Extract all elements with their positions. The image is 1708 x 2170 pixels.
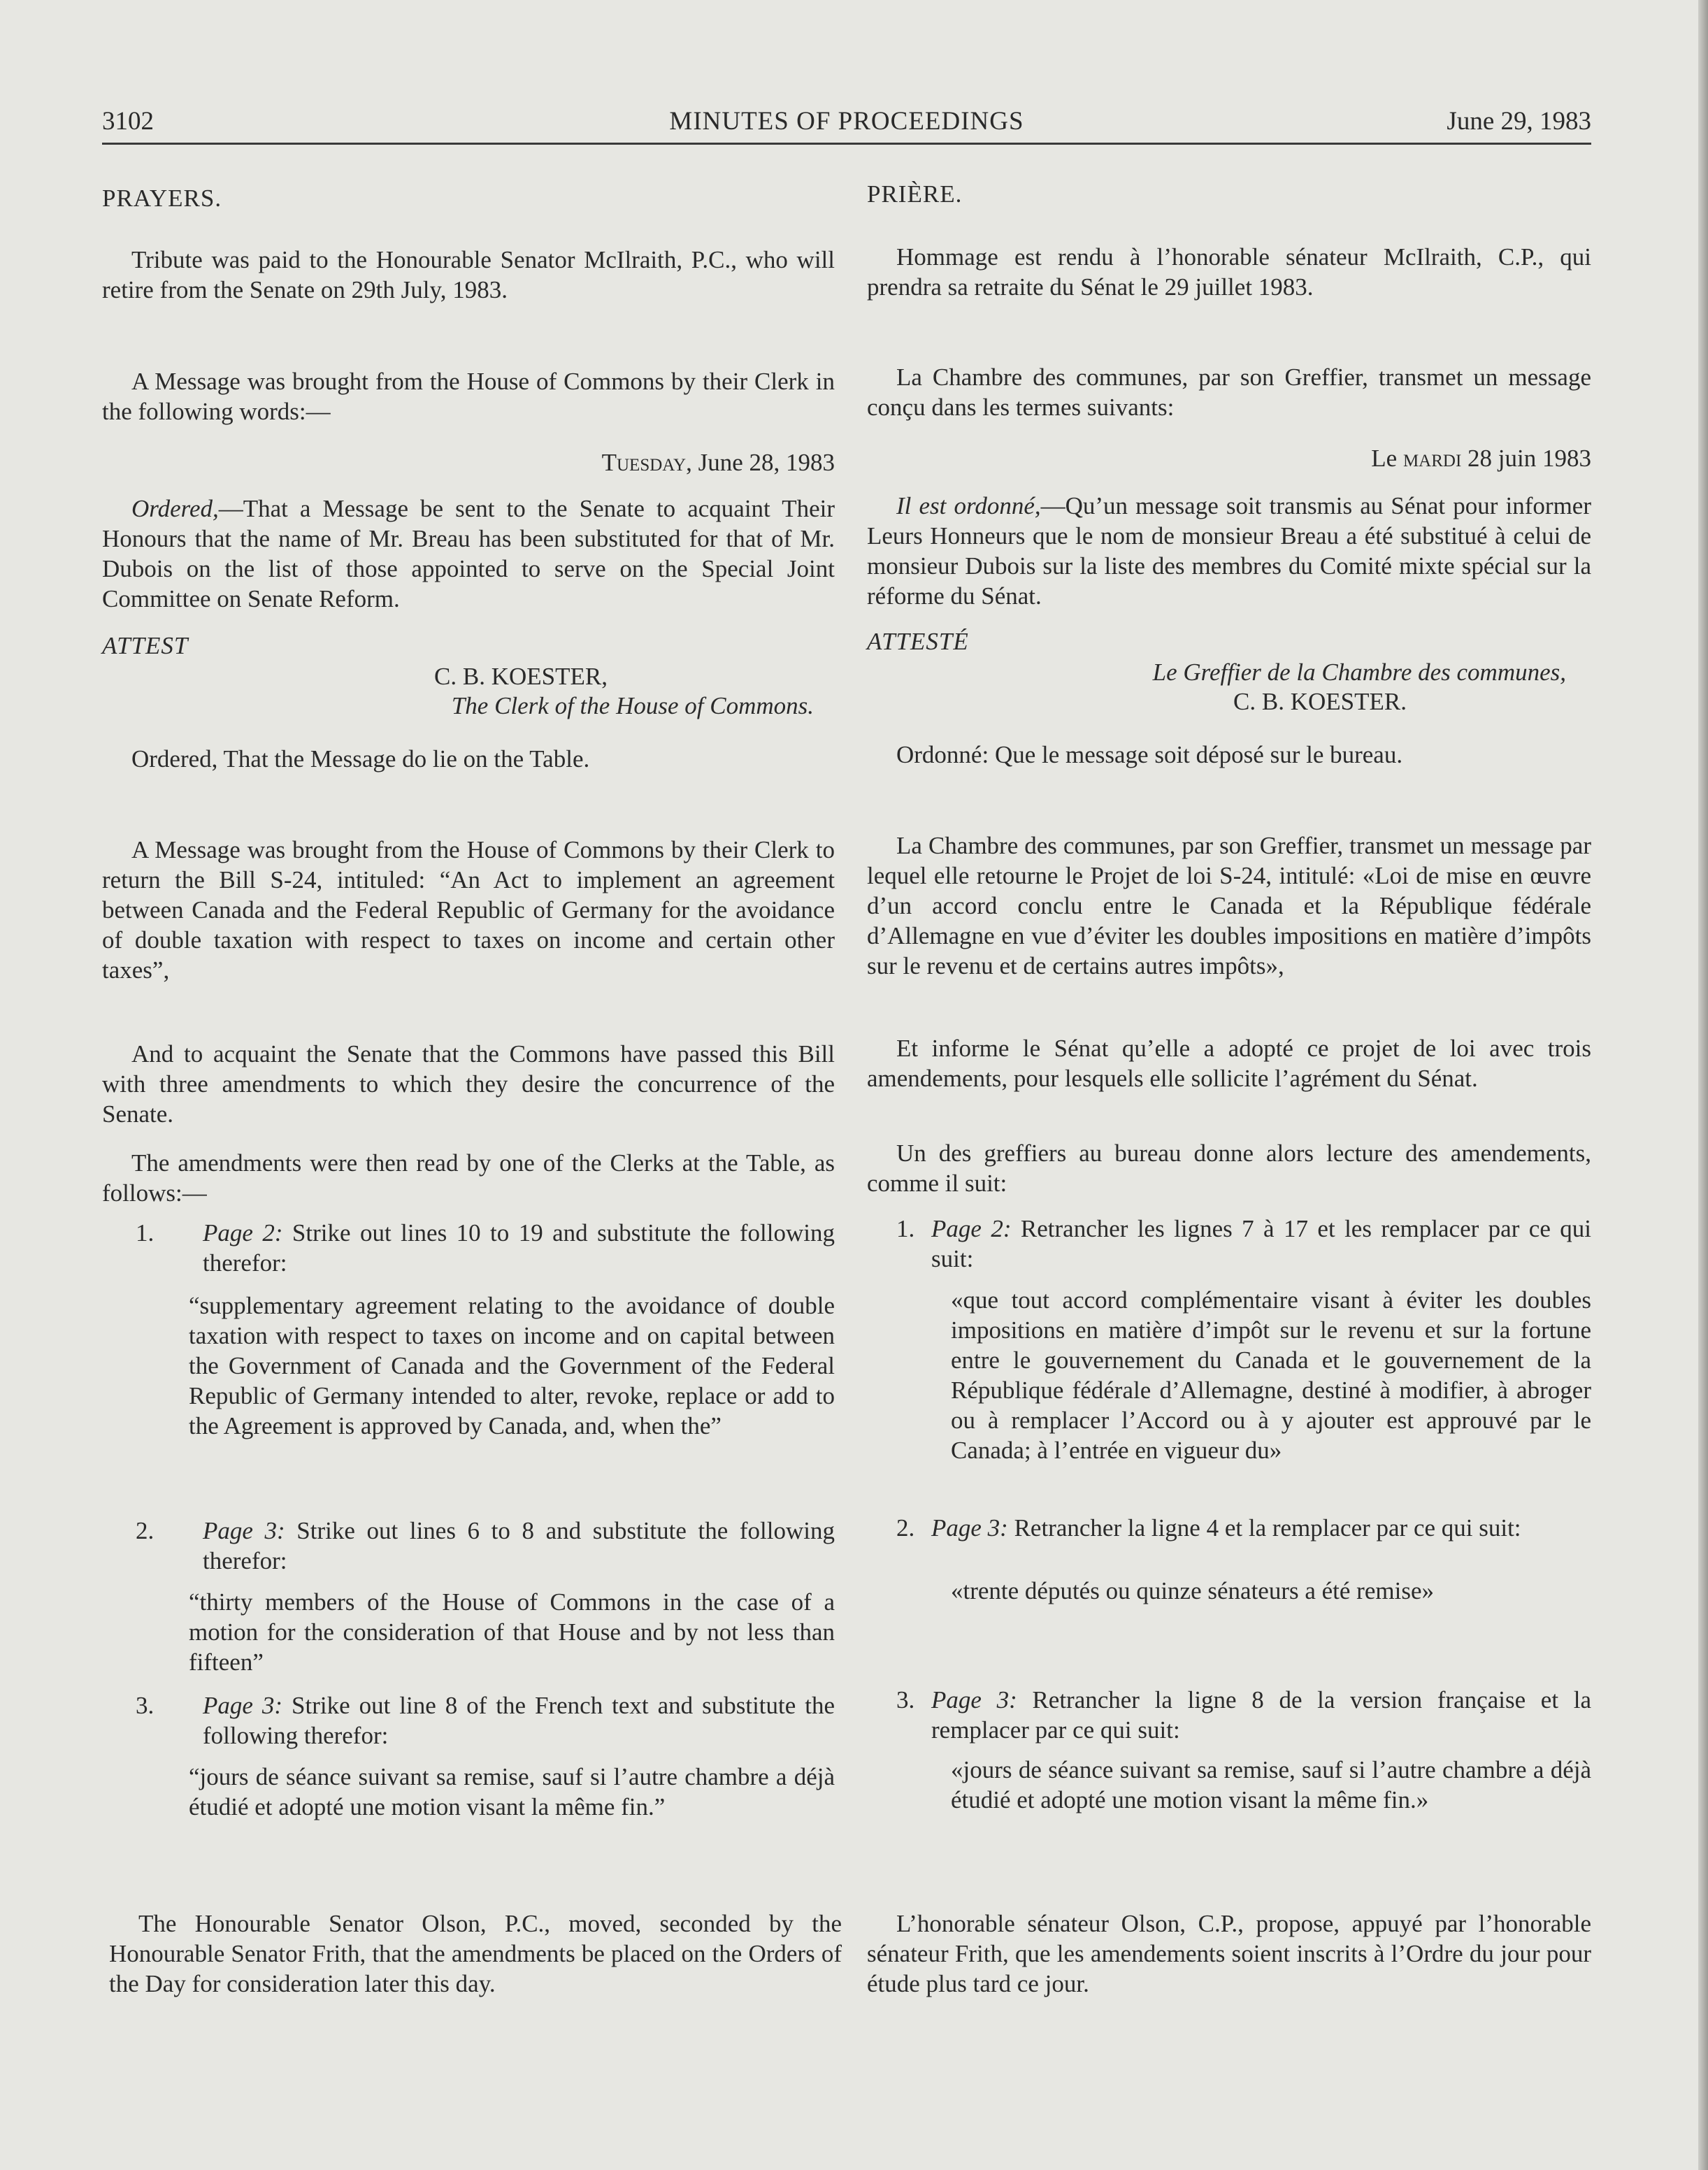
en-message1-date: Tuesday, June 28, 1983 [601, 449, 835, 476]
header-title: MINUTES OF PROCEEDINGS [669, 107, 1024, 136]
en-attest: ATTEST [102, 632, 189, 659]
fr-amend-intro: Un des greffiers au bureau donne alors lecture des amendements, comme il suit: [867, 1140, 1591, 1197]
fr-amendment-3-quote: «jours de séance suivant sa remise, sauf si l’autre chambre a déjà étudié et adopté une motion visant la même fin.» [951, 1756, 1591, 1813]
en-amend-intro: The amendments were then read by one of the Clerks at the Table, as follows:— [102, 1149, 835, 1207]
fr-acquaint: Et informe le Sénat qu’elle a adopté ce projet de loi avec trois amendements, pour lesquels elle sollicite l’agrément du Sénat. [867, 1035, 1591, 1092]
fr-ordered: Il est ordonné,—Qu’un message soit transmis au Sénat pour informer Leurs Honneurs que le nom de monsieur Breau a été substitué à celui de monsieur Dubois sur la liste des membres du Comité mixte spécial sur la réforme du Sénat. [867, 492, 1591, 610]
header-date: June 29, 1983 [1447, 107, 1591, 136]
en-ordered-table: Ordered, That the Message do lie on the Table. [131, 745, 590, 773]
page-number: 3102 [102, 107, 154, 136]
fr-priere: PRIÈRE. [867, 180, 963, 208]
fr-amendment-2-quote: «trente députés ou quinze sénateurs a été remise» [951, 1577, 1434, 1604]
fr-message1-date: Le mardi 28 juin 1983 [1371, 445, 1591, 472]
en-prayers: PRAYERS. [102, 185, 222, 212]
en-amendment-3-quote: “jours de séance suivant sa remise, sauf si l’autre chambre a déjà étudié et adopté une motion visant la même fin.” [189, 1763, 835, 1820]
fr-attest: ATTESTÉ [867, 628, 969, 655]
fr-amendment-1-quote: «que tout accord complémentaire visant à éviter les doubles impositions en matière d’impôt sur le revenu et sur la fortune entre le gouvernement du Canada et le gouvernement de la République fédérale d’Allemagne, destiné à modifier, à abroger ou à remplacer l’Accord ou à y ajouter est approuvé par le Canada; à l’entrée en vigueur du» [951, 1286, 1591, 1464]
fr-motion: L’honorable sénateur Olson, C.P., propose, appuyé par l’honorable sénateur Frith, que les amendements soient inscrits à l’Ordre du jour pour étude plus tard ce jour. [867, 1910, 1591, 1997]
fr-clerk-title: Le Greffier de la Chambre des communes, [1152, 659, 1566, 686]
en-amendment-2-quote: “thirty members of the House of Commons in the case of a motion for the consideration of that House and by not less than fifteen” [189, 1588, 835, 1676]
fr-tribute: Hommage est rendu à l’honorable sénateur McIlraith, C.P., qui prendra sa retraite du Sénat le 29 juillet 1983. [867, 243, 1591, 301]
page-edge-shadow [1698, 0, 1708, 2170]
en-ordered: Ordered,—That a Message be sent to the Senate to acquaint Their Honours that the name of Mr. Breau has been substituted for that of Mr. Dubois on the list of those appointed to serve on the Special Joint Committee on Senate Reform. [102, 495, 835, 612]
en-motion: The Honourable Senator Olson, P.C., moved, seconded by the Honourable Senator Frith, that the amendments be placed on the Orders of the Day for consideration later this day. [109, 1910, 842, 1997]
en-acquaint: And to acquaint the Senate that the Commons have passed this Bill with three amendments to which they desire the concurrence of the Senate. [102, 1040, 835, 1128]
fr-message2: La Chambre des communes, par son Greffier, transmet un message par lequel elle retourne le Projet de loi S-24, intitulé: «Loi de mise en œuvre d’un accord conclu entre le Canada et la République fédérale d’Allemagne en vue d’éviter les doubles impositions en matière d’impôts sur le revenu et de certains autres impôts», [867, 832, 1591, 979]
en-message1-intro: A Message was brought from the House of Commons by their Clerk in the following words:— [102, 368, 835, 425]
en-amendment-1-quote: “supplementary agreement relating to the avoidance of double taxation with respect to taxes on income and on capital between the Government of Canada and the Government of the Federal Republic of Germany intended to alter, revoke, replace or add to the Agreement is approved by Canada, and, when the” [189, 1292, 835, 1439]
fr-ordered-table: Ordonné: Que le message soit déposé sur le bureau. [896, 741, 1403, 768]
fr-message1-intro: La Chambre des communes, par son Greffier, transmet un message conçu dans les termes suivants: [867, 364, 1591, 421]
running-header [102, 103, 1591, 145]
en-tribute: Tribute was paid to the Honourable Senator McIlraith, P.C., who will retire from the Senate on 29th July, 1983. [102, 246, 835, 303]
en-clerk-name: C. B. KOESTER, [434, 663, 608, 690]
fr-clerk-name: C. B. KOESTER. [1233, 688, 1407, 715]
en-message2: A Message was brought from the House of Commons by their Clerk to return the Bill S-24, intituled: “An Act to implement an agreement between Canada and the Federal Republic of Germany for the avoidance of double taxation with respect to taxes on income and certain other taxes”, [102, 836, 835, 984]
en-clerk-title: The Clerk of the House of Commons. [451, 692, 814, 719]
